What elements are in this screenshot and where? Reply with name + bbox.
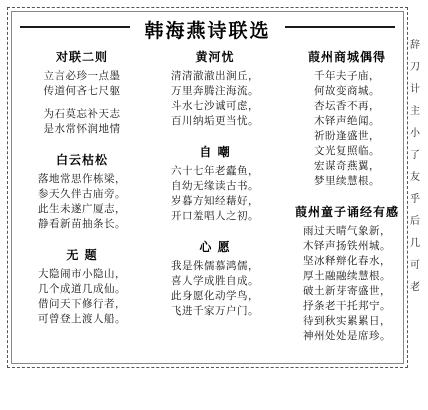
poem-line: 坚冰释辩化春水，: [303, 255, 391, 267]
poem-title: 白云枯松: [55, 153, 108, 167]
poem-line: 自幼无缘读古书。: [171, 180, 259, 192]
poem-line: 雨过天晴气象新，: [303, 225, 391, 237]
poem-line: 是水常怀润地情: [43, 123, 121, 135]
poem-title: 无 题: [66, 248, 98, 262]
edge-char: 刀: [410, 62, 420, 73]
poem: [150, 238, 280, 319]
poem-line: 万里奔腾注海流。: [171, 85, 259, 97]
poem-line: 此身愿化动学鸟，: [171, 290, 259, 302]
poem: [22, 151, 142, 232]
poem-line: 待到秋实累累日，: [303, 315, 391, 327]
poem-line: 几个成道几成仙。: [38, 283, 126, 295]
poem-line: 祈盼逢盛世，: [314, 130, 380, 142]
column-1: [22, 48, 142, 341]
poem-line: 抒条老干托邦宁。: [303, 300, 391, 312]
poem-line: 传道何吝七尺躯: [43, 85, 121, 97]
poem-line: 斗水七沙诚可虑，: [171, 100, 259, 112]
poem-title: 自 嘲: [199, 145, 231, 159]
edge-char: 几: [410, 238, 420, 249]
poem-line: 开口羞唱人之初。: [171, 210, 259, 222]
poem-line: 立言必珍一点墨: [43, 70, 121, 82]
poem-line: 破土新芽寄盛世，: [303, 285, 391, 297]
poem-title: 黄河忧: [195, 50, 235, 64]
poem: [22, 246, 142, 327]
poem-line: 大隐闹市小隐山，: [38, 268, 126, 280]
edge-char: 小: [410, 128, 420, 139]
edge-char: 乎: [410, 194, 420, 205]
edge-char: 计: [410, 84, 420, 95]
edge-char: 主: [410, 106, 420, 117]
poem-line: 可曾登上渡人船。: [38, 313, 126, 325]
poem-line: 飞进千家万户门。: [171, 305, 259, 317]
poem-title: 葭州商城偶得: [307, 50, 386, 64]
edge-char: 后: [410, 216, 420, 227]
page-title: 韩海燕诗联选: [144, 20, 271, 42]
header: [12, 12, 403, 42]
poem-panel: [7, 7, 408, 368]
poem: [288, 48, 406, 189]
column-3: [288, 48, 406, 358]
poem: [22, 48, 142, 137]
poem-line: 我是侏儒慕鸿儒，: [171, 260, 259, 272]
edge-char: 了: [410, 150, 420, 161]
adjacent-column-edge-text: [410, 35, 428, 299]
poem-line: 清清澈澈出涧丘，: [171, 70, 259, 82]
poem-line: 六十七年老蠹鱼，: [171, 165, 259, 177]
poem-line: 落地常思作栋梁，: [38, 173, 126, 185]
poem-line: 宏谋奇燕翼，: [314, 160, 380, 172]
poem-line: 文光复照临。: [314, 145, 380, 157]
poem-line: 为石莫忘补天志: [43, 108, 121, 120]
poem: [288, 203, 406, 344]
poem-line: 此生未遂广厦志，: [38, 203, 126, 215]
poem-line: 借问天下修行者，: [38, 298, 126, 310]
poem-line: 木铎声扬铁州城。: [303, 240, 391, 252]
poem-line: 百川纳垢更当忧。: [171, 115, 259, 127]
poem: [150, 48, 280, 129]
poem-line: 千年夫子庙，: [314, 70, 380, 82]
poem-line: 何故变商城。: [314, 85, 380, 97]
stanza-gap: [22, 99, 142, 107]
panel-inner-border: [11, 11, 404, 364]
poem-line: 厚土融融续慧根。: [303, 270, 391, 282]
poem-title: 葭州童子诵经有感: [294, 205, 399, 219]
poem-title: 对联二则: [55, 50, 108, 64]
poem-title: 心 愿: [199, 240, 231, 254]
poem-line: 参天久伴古庙旁。: [38, 188, 126, 200]
poem-line: 杏坛香不再，: [314, 100, 380, 112]
edge-char: 可: [410, 260, 420, 271]
poem-line: 喜人学成胜自成。: [171, 275, 259, 287]
poem-line: 梦里续慧根。: [314, 175, 380, 187]
poem-line: 木铎声绝闻。: [314, 115, 380, 127]
poem-line: 神州处处是席珍。: [303, 330, 391, 342]
edge-char: 友: [410, 172, 420, 183]
column-2: [150, 48, 280, 333]
poem-line: 静看新苗抽条长。: [38, 218, 126, 230]
poem-line: 岁暮方知经藉好，: [171, 195, 259, 207]
edge-char: 辞: [410, 40, 420, 51]
poem: [150, 143, 280, 224]
edge-char: 老: [410, 282, 420, 293]
